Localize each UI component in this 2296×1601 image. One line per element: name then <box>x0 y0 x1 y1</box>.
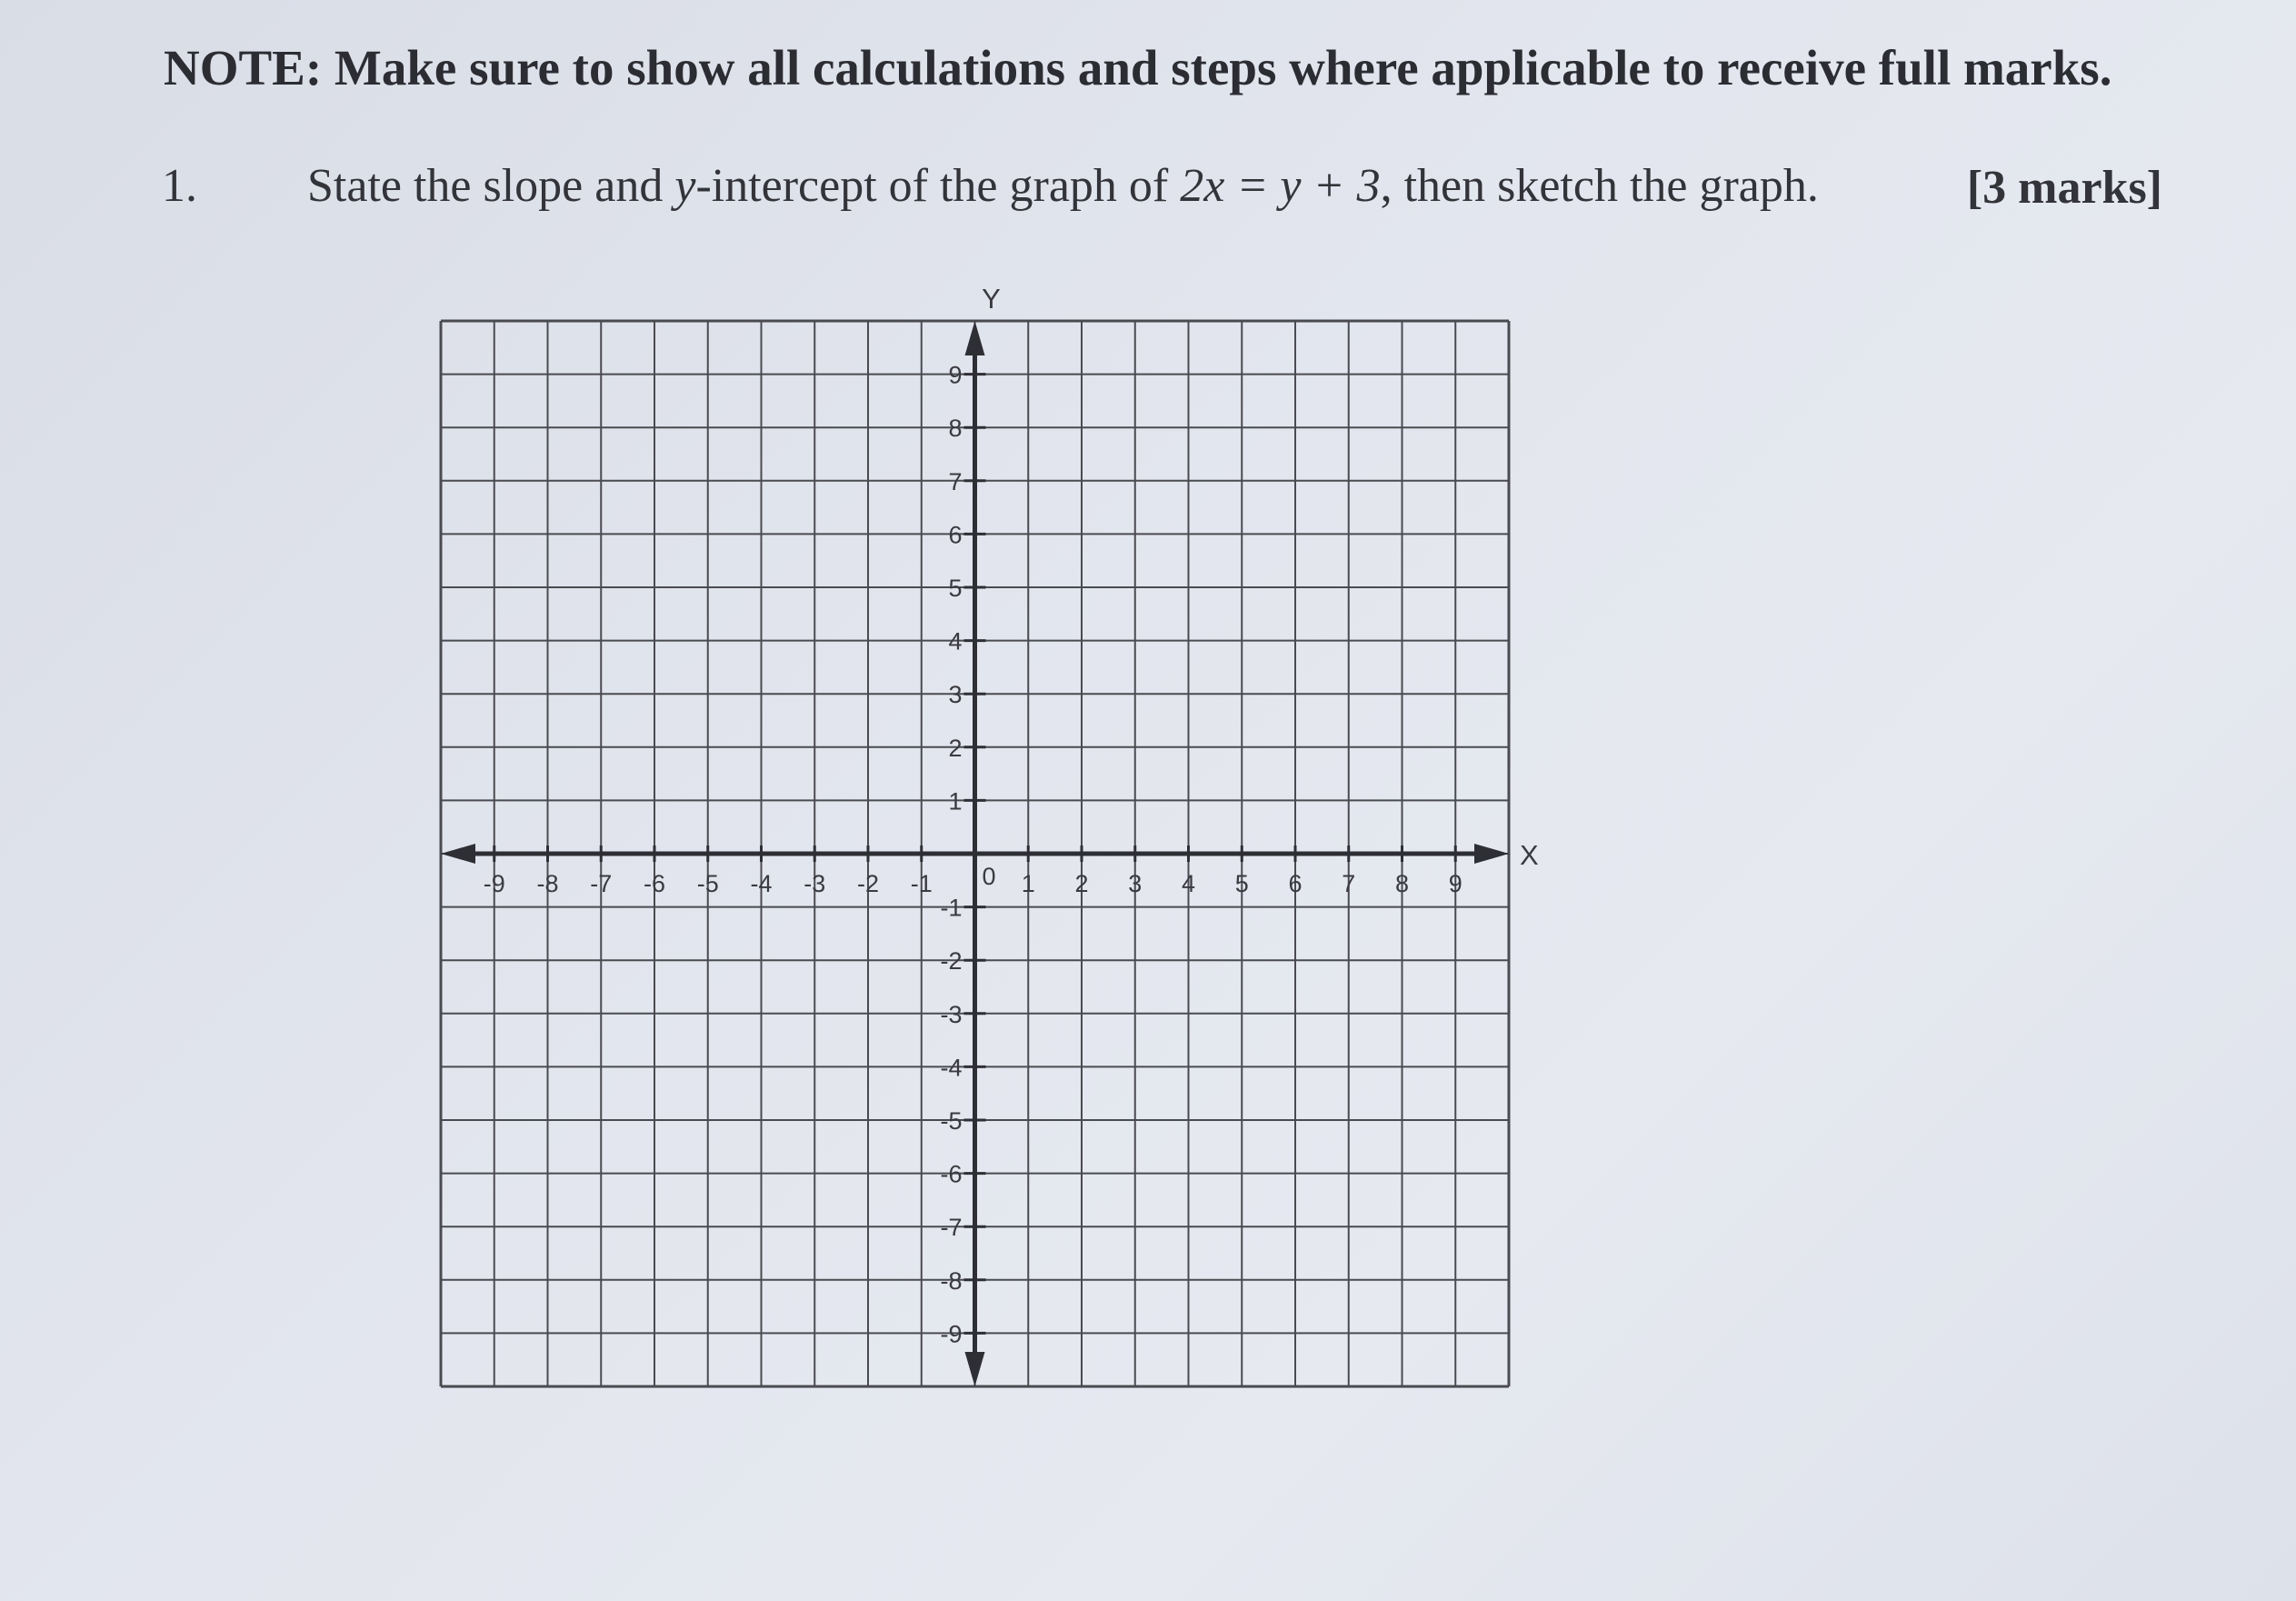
y-tick-label: 2 <box>948 734 963 762</box>
y-tick-label: -6 <box>940 1160 963 1188</box>
x-tick-label: 7 <box>1342 870 1356 897</box>
x-tick-label: 2 <box>1074 870 1089 897</box>
y-tick-label: -8 <box>940 1266 963 1295</box>
x-tick-label: 1 <box>1021 870 1035 897</box>
x-tick-label: -3 <box>804 870 826 897</box>
y-tick-label: 9 <box>948 361 963 389</box>
y-tick-label: 1 <box>948 787 963 816</box>
x-tick-label: -7 <box>590 870 613 897</box>
x-tick-label: -8 <box>536 870 559 897</box>
x-tick-label: 4 <box>1181 870 1196 897</box>
instructions-note: NOTE: Make sure to show all calculations and steps where applicable to receive full marks. <box>164 40 2112 95</box>
x-tick-label: -4 <box>750 870 773 897</box>
x-axis-name: X <box>1520 839 1539 871</box>
x-tick-label: -9 <box>483 870 505 897</box>
y-tick-label: 6 <box>948 521 963 549</box>
y-tick-label: -9 <box>940 1320 963 1348</box>
y-tick-label: -3 <box>940 1000 963 1028</box>
x-tick-label: 6 <box>1288 870 1303 897</box>
x-axis-arrow-left <box>441 844 475 864</box>
question-marks: [3 marks] <box>1966 162 2162 214</box>
y-tick-label: 8 <box>948 415 963 443</box>
question-text-part: State the slope and <box>307 160 675 212</box>
y-tick-label: 4 <box>948 627 963 655</box>
x-tick-label: 5 <box>1234 870 1249 897</box>
y-axis-arrow-up <box>965 321 985 355</box>
y-tick-label: -2 <box>940 947 963 976</box>
y-tick-label: 5 <box>948 575 963 602</box>
question-text-part: -intercept of the graph of <box>695 160 1181 212</box>
question-number: 1. <box>162 160 197 212</box>
y-axis-arrow-down <box>965 1352 985 1386</box>
y-tick-label: -1 <box>940 894 963 922</box>
y-tick-label: 7 <box>948 467 963 495</box>
x-tick-label: -2 <box>856 870 880 897</box>
origin-label: 0 <box>982 863 996 890</box>
y-axis-name: Y <box>982 283 1001 315</box>
x-tick-label: 8 <box>1394 870 1410 897</box>
x-tick-label: 9 <box>1448 870 1462 897</box>
question-text-part: , then sketch the graph. <box>1380 160 1819 212</box>
y-tick-label: -5 <box>940 1107 963 1135</box>
x-axis-arrow-right <box>1474 844 1509 864</box>
question-variable-y: y <box>674 160 696 212</box>
y-tick-label: -7 <box>940 1214 963 1242</box>
x-tick-label: -6 <box>643 870 666 897</box>
x-tick-label: -1 <box>910 870 933 897</box>
y-tick-label: 3 <box>948 681 963 709</box>
axis-labels <box>484 283 1539 1347</box>
x-tick-label: -5 <box>696 870 719 897</box>
question-equation: 2x = y + 3 <box>1180 160 1381 212</box>
y-tick-label: -4 <box>940 1054 963 1082</box>
x-tick-label: 3 <box>1128 870 1143 897</box>
